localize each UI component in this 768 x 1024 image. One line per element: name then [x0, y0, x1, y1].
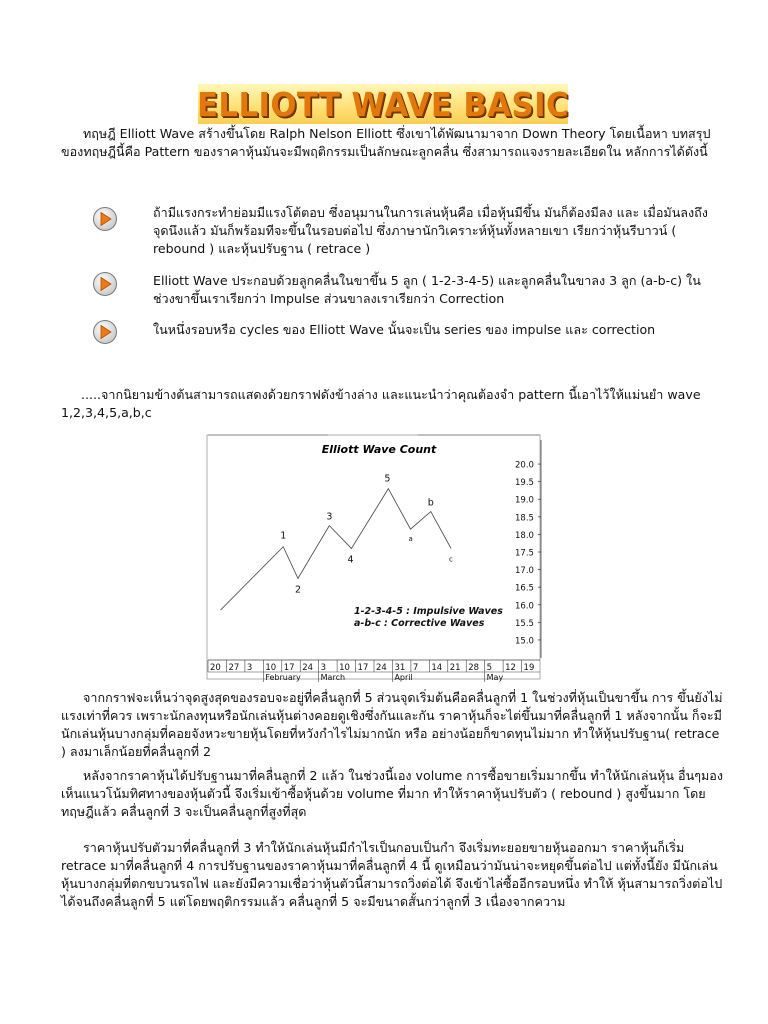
x-tick-label: 24 — [302, 663, 314, 673]
paragraph-2: จากกราฟจะเห็นว่าจุดสูงสุดของรอบจะอยู่ที่คลื่นลูกที่ 5 ส่วนจุดเริ่มต้นคือคลื่นลูกที่ 1 ในช่วงที่หุ้นเป็นขาขึ้น การ ขึ้นยังไม่แรงเท่าที่ควร เพราะนักลงทุนหรือนักเล่นหุ้นต่างคอยดูเชิงซึ่งกันและกัน ราคาหุ้นก็จะไต่ขึ้นมาที่คลื่นลูกที่ 1 หลังจากนั้น ก็จะมีนักเล่นหุ้นบางกลุ่มที่คอยจังหวะขายหุ้นโดยที่หวังกำไรไม่มากนัก หรือ อย่างน้อยก็ขาดทุนไม่มาก ทำให้หุ้นปรับฐาน( retrace ) ลงมาเล็กน้อยที่คลื่นลูกที่ 2 — [61, 690, 723, 759]
month-label: May — [486, 673, 504, 682]
y-tick-label: 16.0 — [515, 601, 534, 612]
x-tick-label: 24 — [376, 663, 387, 673]
x-tick-label: 28 — [468, 663, 480, 673]
chart-annotation: a-b-c : Corrective Waves — [354, 618, 485, 629]
wave-label-3: 3 — [326, 511, 333, 523]
wave-line — [221, 489, 452, 610]
month-label: April — [394, 673, 413, 682]
y-tick-label: 17.0 — [515, 566, 534, 577]
chart-svg — [204, 432, 544, 682]
y-tick-label: 18.0 — [515, 530, 534, 541]
wave-label-a: a — [408, 535, 413, 544]
y-tick-label: 15.5 — [515, 618, 534, 629]
y-tick-label: 19.5 — [515, 478, 534, 489]
intro-paragraph: ทฤษฎี Elliott Wave สร้างขึ้นโดย Ralph Nelson Elliott ซึ่งเขาได้พัฒนามาจาก Down Theory โดยเนื้อหา บทสรุปของทฤษฎีนี้คือ Pattern ของราคาหุ้นมันจะมีพฤติกรรมเป็นลักษณะลูกคลื่น ซึ่งสามารถแจงรายละเอียดใน หลักการได้ดังนี้ — [61, 126, 711, 159]
x-tick-label: 7 — [412, 663, 419, 673]
chart-annotation: 1-2-3-4-5 : Impulsive Waves — [354, 606, 503, 617]
month-label: March — [320, 673, 346, 682]
x-tick-label: 14 — [431, 663, 443, 673]
page-title: ELLIOTT WAVE BASIC — [197, 84, 569, 124]
y-tick-label: 16.5 — [515, 583, 534, 594]
paragraph-3: หลังจากราคาหุ้นได้ปรับฐานมาที่คลื่นลูกที่ 2 แล้ว ในช่วงนี้เอง volume การซื้อขายเริ่มมากขึ้น ทำให้นักเล่นหุ้น อื่นๆมองเห็นแนวโน้มทิศทางของหุ้นตัวนี้ จึงเริ่มเข้าซื้อหุ้นด้วย volume ที่มาก ทำให้ราคาหุ้นปรับตัว ( rebound ) สูงขึ้นมาก โดยทฤษฎีแล้ว คลื่นลูกที่ 3 จะเป็นคลื่นลูกที่สูงที่สุด — [61, 768, 723, 819]
x-tick-label: 19 — [523, 663, 535, 673]
x-tick-label: 17 — [357, 663, 369, 673]
y-tick-label: 17.5 — [515, 548, 534, 559]
bullet-text: ในหนึ่งรอบหรือ cycles ของ Elliott Wave นั้นจะเป็น series ของ impulse และ correction — [153, 322, 656, 337]
x-tick-label: 31 — [394, 663, 406, 673]
y-tick-label: 19.0 — [515, 495, 534, 506]
wave-label-5: 5 — [384, 473, 391, 485]
bullet-text: Elliott Wave ประกอบด้วยลูกคลื่นในขาขึ้น 5 ลูก ( 1-2-3-4-5) และลูกคลื่นในขาลง 3 ลูก (a-b-c) ในช่วงขาขึ้นเราเรียกว่า Impulse ส่วนขาลงเราเรียกว่า Correction — [153, 273, 701, 306]
x-tick-label: 5 — [486, 663, 493, 673]
elliott-wave-chart — [204, 432, 544, 682]
chart-frame — [207, 435, 540, 679]
x-tick-label: 3 — [246, 663, 253, 673]
x-tick-label: 10 — [339, 663, 350, 673]
bullet-text: ถ้ามีแรงกระทำย่อมมีแรงโต้ตอบ ซึ่งอนุมานในการเล่นหุ้นคือ เมื่อหุ้นมีขึ้น มันก็ต้องมีลง และ เมื่อมันลงถึงจุดนึงแล้ว มันก็พร้อมทีจะขึ้นในรอบต่อไป ซึ่งภาษานักวิเคราะห์หุ้นทั้งหลายเขา เรียกว่าหุ้นรีบาวน์ ( rebound ) และหุ้นปรับฐาน ( retrace ) — [153, 205, 708, 256]
x-tick-label: 3 — [320, 663, 327, 673]
paragraph-4: ราคาหุ้นปรับตัวมาที่คลื่นลูกที่ 3 ทำให้นักเล่นหุ้นมีกำไรเป็นกอบเป็นกำ จึงเริ่มทะยอยขายหุ้นออกมา ราคาหุ้นก็เริ่ม retrace มาที่คลื่นลูกที่ 4 การปรับฐานของราคาหุ้นมาที่คลื่นลูกที่ 4 นี้ ดูเหมือนว่ามันน่าจะหยุดขึ้นต่อไป แต่ทั้งนี้ยัง มีนักเล่นหุ้นบางกลุ่มที่ตกขบวนรถไฟ และยังมีความเชื่อว่าหุ้นตัวนี้สามารถวิ่งต่อได้ จึงเข้าไล่ซื้ออีกรอบหนึ่ง ทำให้ หุ้นสามารถวิ่งต่อไปได้จนถึงคลื่นลูกที่ 5 แต่โดยพฤติกรรมแล้ว คลื่นลูกที่ 5 จะมีขนาดสั้นกว่าลูกที่ 3 เนื่องจากความ — [61, 840, 723, 909]
play-arrow-icon — [92, 206, 118, 232]
wave-label-c: c — [449, 555, 453, 564]
y-tick-label: 15.0 — [515, 636, 534, 647]
wave-label-1: 1 — [280, 530, 287, 542]
play-arrow-icon — [92, 319, 118, 345]
chart-title: Elliott Wave Count — [321, 443, 437, 456]
y-tick-label: 20.0 — [515, 460, 534, 471]
x-tick-label: 12 — [505, 663, 516, 673]
title-banner — [198, 84, 568, 124]
wave-label-2: 2 — [294, 584, 302, 596]
wave-label-4: 4 — [347, 554, 354, 566]
play-arrow-icon — [92, 271, 118, 297]
x-tick-label: 17 — [283, 663, 295, 673]
x-tick-label: 10 — [265, 663, 277, 673]
lead-in-paragraph: .....จากนิยามข้างต้นสามารถแสดงด้วยกราฟดังข้างล่าง และแนะนำว่าคุณต้องจำ pattern นี้เอาไว้ให้แม่นยำ wave 1,2,3,4,5,a,b,c — [61, 387, 701, 420]
wave-label-b: b — [427, 497, 434, 509]
x-tick-label: 27 — [228, 663, 240, 673]
x-tick-label: 21 — [449, 663, 461, 673]
y-tick-label: 18.5 — [515, 513, 534, 524]
month-label: February — [265, 673, 301, 682]
x-tick-label: 20 — [210, 663, 221, 673]
